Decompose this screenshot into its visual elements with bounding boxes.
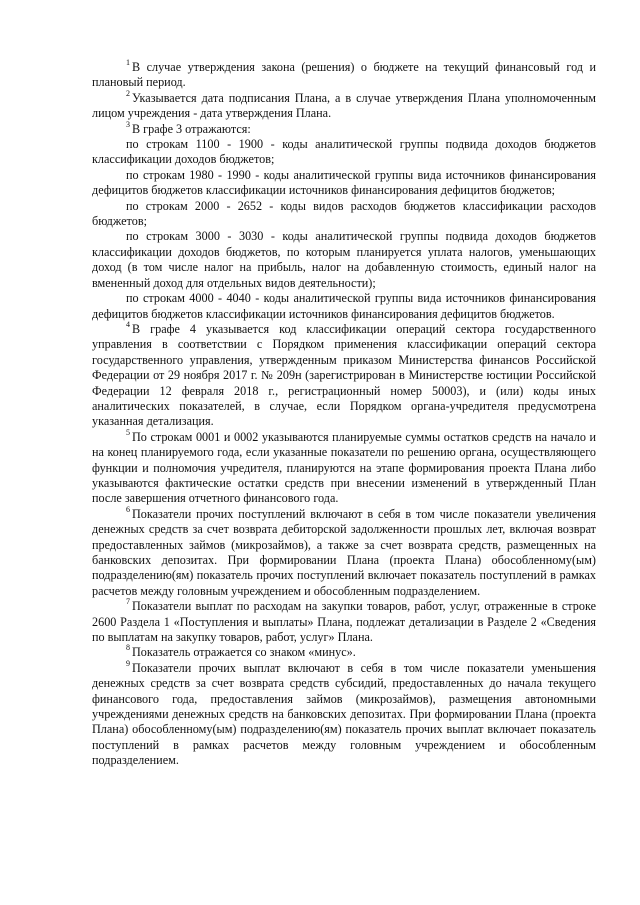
footnote-number: 8	[126, 643, 130, 653]
footnote-6	[92, 504, 596, 599]
footnote-text: Показатели выплат по расходам на закупки товаров, работ, услуг, отраженные в строке 2600 Раздела 1 «Поступления и выплаты» Плана, подлежат детализации в Разделе 2 «Сведения по выплатам на закупку товаров, работ, услуг» Плана.	[92, 599, 596, 645]
footnote-number: 1	[126, 58, 130, 67]
footnote-text: Показатели прочих поступлений включают в себя в том числе показатели увеличения денежных средств за счет возврата дебиторской задолженности прошлых лет, включая возврат предоставленных займов (микрозаймов), а также за счет возврата средств, размещенных на банковских депозитах. При формировании Плана (проекта Плана) обособленному(ым) подразделению(ям) показатель прочих поступлений включает показатель поступлений в рамках расчетов между головным учреждением и обособленным подразделением.	[92, 506, 596, 598]
footnote-number: 2	[126, 88, 130, 98]
footnote-text: В случае утверждения закона (решения) о бюджете на текущий финансовый год и плановый период.	[92, 60, 596, 90]
footnote-4	[92, 319, 596, 430]
footnote-3-item: по строкам 1100 - 1900 - коды аналитической группы подвида доходов бюджетов классификации доходов бюджетов;	[92, 137, 596, 167]
footnote-text: Указывается дата подписания Плана, а в случае утверждения Плана уполномоченным лицом учреждения - дата утверждения Плана.	[92, 90, 596, 121]
footnote-8	[92, 645, 596, 660]
footnote-number: 4	[126, 319, 130, 329]
footnote-7	[92, 599, 596, 645]
footnotes-block	[92, 60, 596, 769]
footnote-number: 9	[126, 658, 130, 668]
footnote-text: По строкам 0001 и 0002 указываются планируемые суммы остатков средств на начало и на конец планируемого года, если указанные показатели по решению органа, осуществляющего функции и полномочия учредителя, планируются на этапе формирования проекта Плана либо указываются фактические остатки средств при внесении изменений в утвержденный План после завершения отчетного финансового года.	[92, 429, 596, 506]
footnote-3-item: по строкам 4000 - 4040 - коды аналитической группы вида источников финансирования дефицитов бюджетов классификации источников финансирования дефицитов бюджетов.	[92, 291, 596, 321]
footnote-3-item: по строкам 2000 - 2652 - коды видов расходов бюджетов классификации расходов бюджетов;	[92, 198, 596, 229]
footnote-text: В графе 4 указывается код классификации операций сектора государственного управления в соответствии с Порядком применения классификации операций сектора государственного управления, утвержденным приказом Министерства финансов Российской Федерации от 29 ноября 2017 г. № 209н (зарегистрирован в Министерстве юстиции Российской Федерации 12 февраля 2018 г., регистрационный номер 50003), и (или) коды иных аналитических показателей, в случае, если Порядком органа-учредителя предусмотрена указанная детализация.	[92, 321, 596, 429]
footnote-number: 7	[126, 597, 130, 607]
footnote-5	[92, 427, 596, 507]
footnote-3-item: по строкам 3000 - 3030 - коды аналитической группы подвида доходов бюджетов классификации доходов бюджетов, по которым планируется уплата налогов, уменьшающих доход (в том числе налог на прибыль, налог на добавленную стоимость, единый налог на вмененный доход для отдельных видов деятельности);	[92, 229, 596, 290]
footnote-text: В графе 3 отражаются:	[132, 121, 251, 136]
footnote-text: Показатели прочих выплат включают в себя в том числе показатели уменьшения денежных средств за счет возврата средств субсидий, предоставленных до начала текущего финансового года, предоставления займов (микрозаймов), размещения автономными учреждениями денежных средств на банковских депозитах. При формировании Плана (проекта Плана) обособленному(ым) подразделению(ям) показатель прочих выплат включает показатель поступлений в рамках расчетов между головным учреждением и обособленным подразделением.	[92, 660, 596, 768]
footnote-number: 5	[126, 427, 130, 437]
footnote-1	[92, 60, 596, 91]
footnote-2	[92, 88, 596, 122]
footnote-number: 6	[126, 504, 130, 514]
footnote-text: Показатель отражается со знаком «минус».	[132, 645, 356, 660]
footnote-number: 3	[126, 119, 130, 129]
footnote-3-item: по строкам 1980 - 1990 - коды аналитической группы вида источников финансирования дефицитов бюджетов классификации источников финансирования дефицитов бюджетов;	[92, 167, 596, 198]
footnote-3	[92, 119, 596, 137]
footnote-9	[92, 658, 596, 769]
